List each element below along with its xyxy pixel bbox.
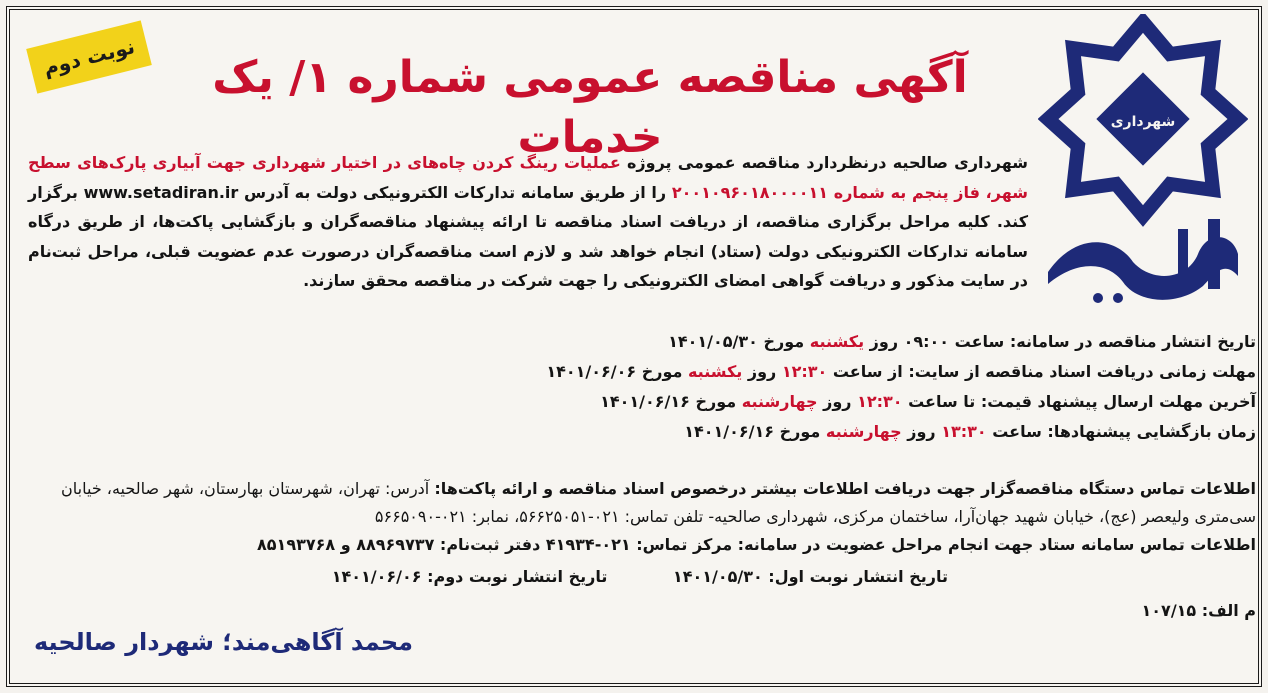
publish-dates <box>332 567 948 586</box>
project-title: عملیات رینگ کردن چاه‌های در اختیار شهرداری جهت آبیاری پارک‌های سطح شهر، فاز پنجم به شماره ۲۰۰۱۰۹۶۰۱۸۰۰۰۰۱۱ <box>28 153 1028 202</box>
row-time: ۱۲:۳۰ <box>781 362 828 381</box>
reference-number: م الف: ۱۰۷/۱۵ <box>1141 601 1256 620</box>
contact-label: اطلاعات تماس دستگاه مناقصه‌گزار جهت دریافت اطلاعات بیشتر درخصوص اسناد مناقصه و ارائه پاکت‌ها: <box>434 479 1256 498</box>
intro-paragraph <box>28 148 1028 296</box>
contact-section <box>16 475 1256 559</box>
row-time: ۱۳:۳۰ <box>941 422 987 441</box>
row-pre: ساعت <box>986 422 1042 441</box>
saleheh-municipality-logo-icon <box>1038 14 1248 314</box>
row-post: مورخ ۱۴۰۱/۰۶/۱۶ <box>684 422 826 441</box>
first-publish-date: تاریخ انتشار نوبت اول: ۱۴۰۱/۰۵/۳۰ <box>672 567 948 586</box>
schedule-row-opening <box>16 417 1256 447</box>
signature-line: محمد آگاهی‌مند؛ شهردار صالحیه <box>34 628 414 656</box>
setad-value: مرکز تماس: ۰۲۱-۴۱۹۳۴ دفتر ثبت‌نام: ۸۸۹۶۹۷۳۷ و ۸۵۱۹۳۷۶۸ <box>257 535 738 554</box>
row-post: مورخ ۱۴۰۱/۰۶/۰۶ <box>546 362 688 381</box>
setad-label: اطلاعات تماس سامانه ستاد جهت انجام مراحل عضویت در سامانه: <box>737 535 1256 554</box>
schedule-row-publish <box>16 327 1256 357</box>
row-time: ۱۲:۳۰ <box>857 392 903 411</box>
row-mid: روز <box>742 362 782 381</box>
row-label: زمان بازگشایی پیشنهادها: <box>1047 422 1256 441</box>
intro-part-2: را از طریق سامانه تدارکات الکترونیکی دولت به آدرس www.setadiran.ir برگزار کند. کلیه مراحل برگزاری مناقصه، از دریافت اسناد مناقصه تا ارائه پیشنهاد مناقصه‌گران و بازگشایی پاکت‌ها، از طریق درگاه سامانه تدارکات الکترونیکی دولت (ستاد) انجام خواهد شد و لازم است مناقصه‌گران درصورت عدم عضویت قبلی، مراحل ثبت‌نام در سایت مذکور و دریافت گواهی امضای الکترونیکی را جهت شرکت در مناقصه محقق سازند. <box>28 182 1028 291</box>
schedule-list <box>16 327 1256 447</box>
schedule-row-docs <box>16 357 1256 387</box>
row-pre: ساعت ۰۹:۰۰ روز <box>864 332 1005 351</box>
schedule-row-deadline <box>16 387 1256 417</box>
row-label: تاریخ انتشار مناقصه در سامانه: <box>1009 332 1256 351</box>
row-mid: روز <box>901 422 942 441</box>
row-label: مهلت زمانی دریافت اسناد مناقصه از سایت: <box>908 362 1256 381</box>
row-mid: روز <box>817 392 858 411</box>
row-pre: از ساعت <box>827 362 903 381</box>
svg-text:شهرداری: شهرداری <box>1110 114 1176 130</box>
intro-part-1: شهرداری صالحیه درنظردارد مناقصه عمومی پروژه <box>620 153 1028 172</box>
contact-address: آدرس: تهران، شهرستان بهارستان، شهر صالحیه، خیابان سی‌متری ولیعصر (عج)، خیابان شهید جهان‌آرا، ساختمان مرکزی، شهرداری صالحیه- تلفن تماس: ۰۲۱-۵۶۶۲۵۰۵۱، نمابر: ۰۲۱-۵۶۶۵۰۹۰ <box>61 479 1256 526</box>
row-day: یکشنبه <box>687 362 743 381</box>
row-day: یکشنبه <box>809 332 865 351</box>
row-day: چهارشنبه <box>825 422 902 441</box>
notice-title: آگهی مناقصه عمومی شماره ۱/ یک خدمات <box>212 52 968 163</box>
round-badge: نوبت دوم <box>26 20 152 93</box>
row-post: مورخ ۱۴۰۱/۰۵/۳۰ <box>668 332 810 351</box>
row-label: آخرین مهلت ارسال پیشنهاد قیمت: <box>980 392 1256 411</box>
second-publish-date: تاریخ انتشار نوبت دوم: ۱۴۰۱/۰۶/۰۶ <box>331 567 608 586</box>
row-post: مورخ ۱۴۰۱/۰۶/۱۶ <box>600 392 742 411</box>
contact-info <box>16 475 1256 531</box>
setad-info <box>16 531 1256 559</box>
row-pre: تا ساعت <box>902 392 976 411</box>
row-day: چهارشنبه <box>741 392 818 411</box>
